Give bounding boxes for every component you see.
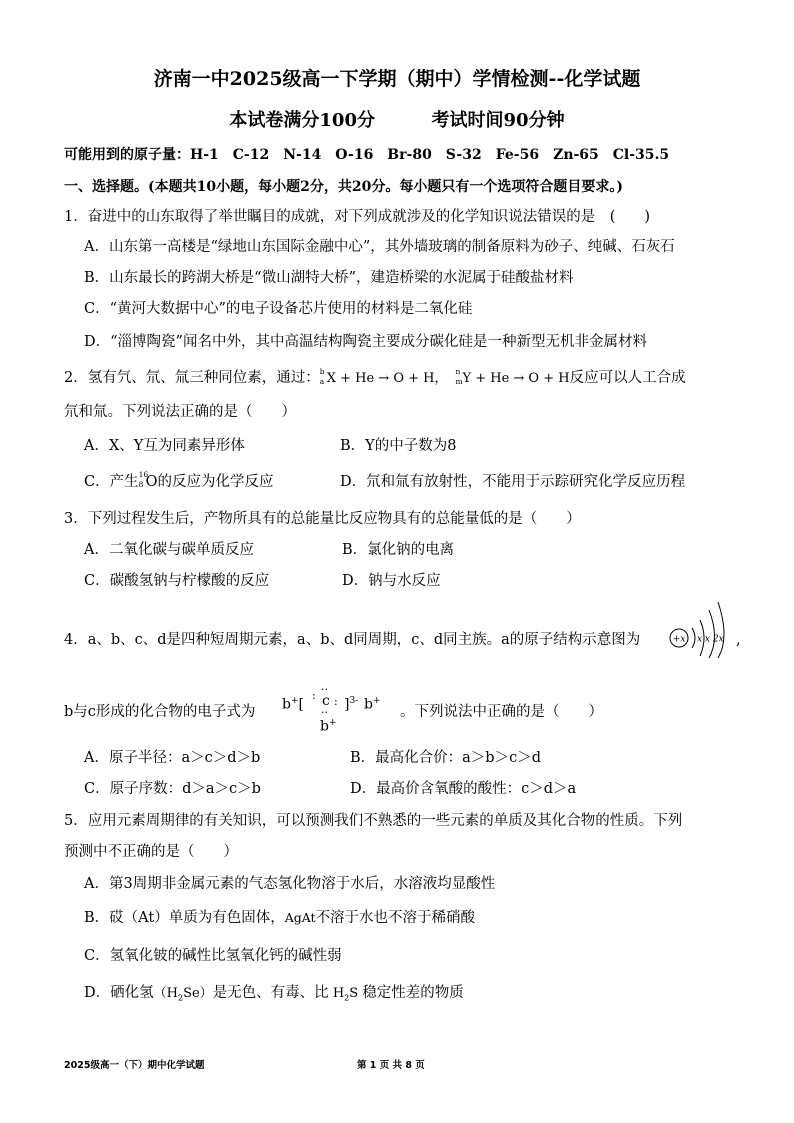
exam-subtitle [0,106,794,132]
q5-option-b: B．砹（At）单质为有色固体，AgAt不溶于水也不溶于稀硝酸 [84,910,476,926]
footer-title: 2025级高一（下）期中化学试题 [64,1060,205,1071]
q3-option-c: C．碳酸氢钠与柠檬酸的反应 [84,573,270,589]
q3-option-d: D．钠与水反应 [342,573,441,589]
q1-option-d: D．“淄博陶瓷”闻名中外，其中高温结构陶瓷主要成分碳化硅是一种新型无机非金属材料 [84,334,647,350]
q2-option-a: A．X、Y互为同素异形体 [84,438,245,454]
q4-comma: , [736,632,741,648]
q2-option-c: C．产生 16 8 O的反应为化学反应 [84,470,274,490]
q1-option-c: C．“黄河大数据中心”的电子设备芯片使用的材料是二氧化硅 [84,301,473,317]
q5-stem-a: 5．应用元素周期律的有关知识，可以预测我们不熟悉的一些元素的单质及其化合物的性质。下列 [64,813,683,829]
q2-stem-text: 2．氢有氕、氘、氚三种同位素，通过： [64,370,320,386]
atom-shell-labels: x x 2x [697,634,724,645]
q5-option-a: A．第3周期非金属元素的气态氢化物溶于水后，水溶液均显酸性 [84,876,496,892]
q4-stem-a: 4．a、b、c、d是四种短周期元素，a、b、d同周期，c、d同主族。a的原子结构示意图为 [64,632,641,648]
q2-option-d: D．氘和氚有放射性，不能用于示踪研究化学反应历程 [340,474,686,490]
q4-stem-b: b与c形成的化合物的电子式为 [64,704,256,720]
q1-option-a: A．山东第一高楼是“绿地山东国际金融中心”，其外墙玻璃的制备原料为砂子、纯碱、石灰石 [84,239,675,255]
q3-option-b: B．氯化钠的电离 [342,542,455,558]
footer-page: 第 1 页 共 8 页 [357,1060,425,1071]
q2-equation-2: n m Y + He → O + H [455,366,570,386]
exam-title: 济南一中2025级高一下学期（期中）学情检测--化学试题 [153,68,641,90]
q3-option-a: A．二氧化碳与碳单质反应 [84,542,254,558]
full-marks: 本试卷满分100分 [229,110,375,131]
q4-option-c: C．原子序数：d＞a＞c＞b [84,781,261,797]
q4-option-d: D．最高价含氧酸的酸性：c＞d＞a [350,781,577,797]
q5-stem-b: 预测中不正确的是（ ） [64,844,238,860]
atom-structure-diagram [668,598,740,658]
section-heading: 一、选择题。(本题共10小题，每小题2分，共20分。每小题只有一个选项符合题目要求。) [64,179,623,195]
q2-stem [64,366,686,388]
q2-equation-1: b a X + He → O + H， [319,366,441,386]
q2-stem-c: 氘和氚。下列说法正确的是（ ） [64,404,296,420]
q4-option-b: B．最高化合价：a＞b＞c＞d [350,750,541,766]
q5-option-d: D．硒化氢$(H_2Se)$是无色、有毒、比 $H_2S$ 稳定性差的物质 [84,985,464,1003]
electron-formula: b+[ : ·· c ·· : ]$^{3-}$ b+ b+ [282,683,381,735]
q4-stem-c: 。下列说法中正确的是（ ） [400,704,603,720]
q3-stem: 3．下列过程发生后，产物所具有的总能量比反应物具有的总能量低的是（ ） [64,511,581,527]
q5-option-c: C．氢氧化铍的碱性比氢氧化钙的碱性弱 [84,948,342,964]
atomic-masses: 可能用到的原子量：H-1 C-12 N-14 O-16 Br-80 S-32 Fe-56 Zn-65 Cl-35.5 [64,147,670,163]
q2-stem-text-b: 反应可以人工合成 [569,370,686,386]
q2-option-b: B．Y的中子数为8 [340,438,457,454]
q1-option-b: B．山东最长的跨湖大桥是“微山湖特大桥”，建造桥梁的水泥属于硅酸盐材料 [84,270,574,286]
atom-core-label: +x [672,634,686,645]
q1-stem: 1．奋进中的山东取得了举世瞩目的成就，对下列成就涉及的化学知识说法错误的是 ( ) [64,209,651,225]
exam-time: 考试时间90分钟 [431,110,565,131]
q4-option-a: A．原子半径：a＞c＞d＞b [84,750,261,766]
